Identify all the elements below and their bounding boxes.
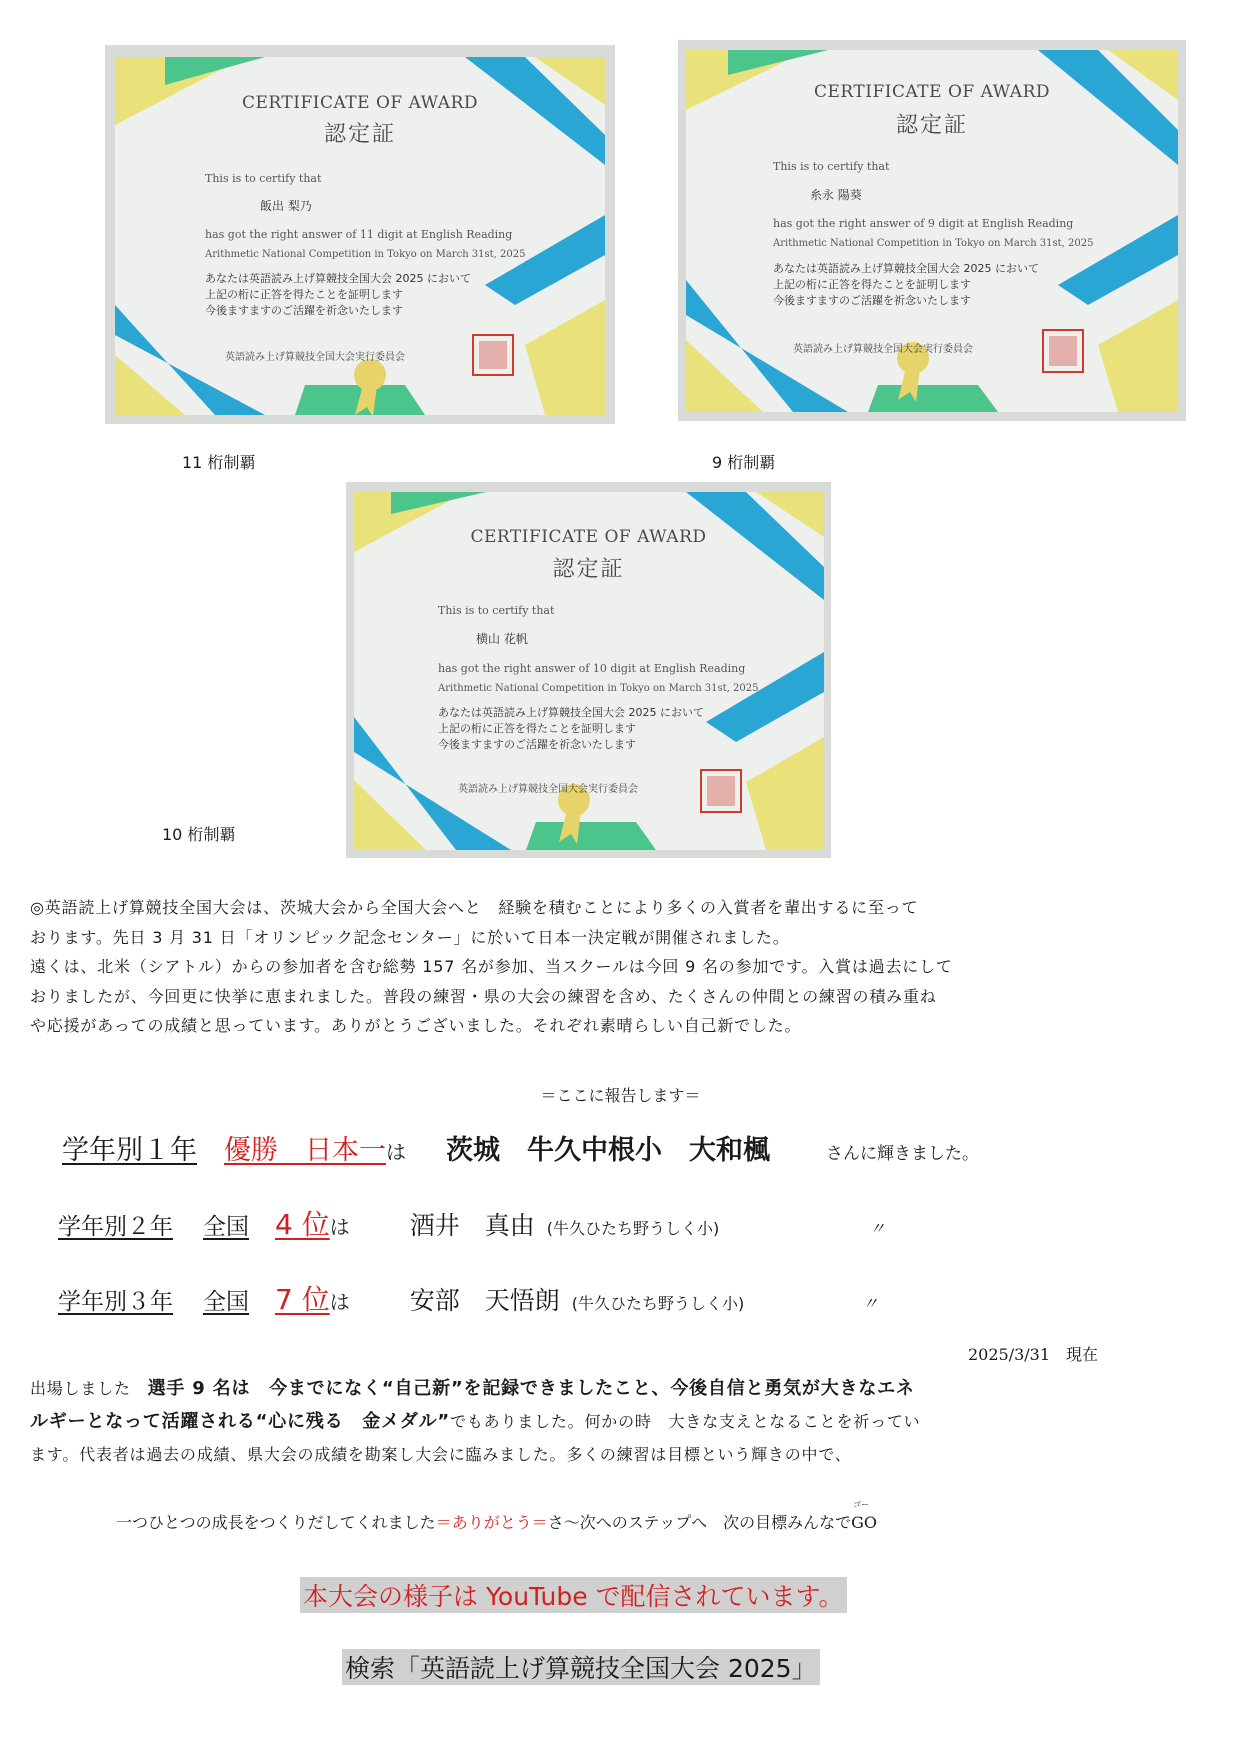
cert-committee: 英語読み上げ算競技全国大会実行委員会 xyxy=(458,784,638,795)
cert-ja-line-2: 上記の桁に正答を得たことを証明します xyxy=(438,722,636,735)
winner-name: 茨城 牛久中根小 大和楓 xyxy=(446,1135,770,1166)
intro-paragraph xyxy=(30,893,1220,1041)
certificate-text-2 xyxy=(678,40,1186,421)
intro-line-2: おります。先日 3 月 31 日「オリンピック記念センター」に於いて日本一決定戦が開催されました。 xyxy=(30,927,790,947)
award-label: 優勝 日本一 xyxy=(224,1135,386,1166)
cert-ja-line-2: 上記の桁に正答を得たことを証明します xyxy=(205,288,403,301)
particle-wa: は xyxy=(386,1140,406,1164)
result-row-grade-1 xyxy=(62,1128,979,1167)
grade-label: 学年別１年 xyxy=(62,1135,197,1166)
zenkoku-label: 全国 xyxy=(203,1214,249,1240)
cert-title-en: CERTIFICATE OF AWARD xyxy=(241,93,479,113)
school-name: (牛久ひたち野うしく小) xyxy=(546,1219,720,1238)
certificate-photo-3 xyxy=(346,482,831,858)
grade-label: 学年別３年 xyxy=(58,1289,173,1315)
cert-title-ja: 認定証 xyxy=(323,122,396,147)
cert-committee: 英語読み上げ算競技全国大会実行委員会 xyxy=(793,344,973,355)
intro-line-3: 遠くは、北米（シアトル）からの参加者を含む総勢 157 名が参加、当スクールは今回 9 名の参加です。入賞は過去にして xyxy=(30,957,953,976)
caption-certificate-3: 10 桁制覇 xyxy=(162,825,236,844)
closing-line-1-bold: 選手 9 名は 今までになく“自己新”を記録できましたこと、今後自信と勇気が大きなエネ xyxy=(147,1378,915,1399)
closing-line-1 xyxy=(30,1372,1220,1405)
cert-line-2: Arithmetic National Competition in Tokyo on March 31st, 2025 xyxy=(205,249,526,260)
go-word xyxy=(851,1500,877,1532)
cert-ja-line-3: 今後ますますのご活躍を祈念いたします xyxy=(773,294,971,307)
rank-label: 7 位 xyxy=(275,1283,330,1316)
cert-title-en: CERTIFICATE OF AWARD xyxy=(470,527,707,547)
thank-you-text: ＝ありがとう＝ xyxy=(435,1513,548,1532)
school-name: (牛久ひたち野うしく小) xyxy=(571,1294,745,1313)
certificate-text-3 xyxy=(346,482,831,858)
grade-label: 学年別２年 xyxy=(58,1214,173,1240)
go-ruby: ゴー xyxy=(853,1500,870,1509)
as-of-date: 2025/3/31 現在 xyxy=(968,1345,1099,1364)
intro-line-4: おりましたが、今回更に快挙に恵まれました。普段の練習・県の大会の練習を含め、たくさんの仲間との練習の積み重ね xyxy=(30,986,937,1006)
cert-ja-line-3: 今後ますますのご活躍を祈念いたします xyxy=(438,738,636,751)
cert-title-ja: 認定証 xyxy=(895,113,968,138)
closing-line-4-start: 一つひとつの成長をつくりだしてくれました xyxy=(116,1513,436,1532)
ditto-mark: 〃 xyxy=(862,1294,879,1313)
cert-ja-line-1: あなたは英語読み上げ算競技全国大会 2025 において xyxy=(205,272,471,285)
cert-ja-line-3: 今後ますますのご活躍を祈念いたします xyxy=(205,304,403,317)
certificate-photo-2 xyxy=(678,40,1186,421)
cert-title-ja: 認定証 xyxy=(552,557,625,582)
closing-line-2-bold: ルギーとなって活躍される“心に残る 金メダル” xyxy=(30,1411,451,1432)
cert-line-2: Arithmetic National Competition in Tokyo on March 31st, 2025 xyxy=(773,238,1094,249)
particle-wa: は xyxy=(329,1290,350,1314)
go-text: GO xyxy=(851,1513,877,1532)
intro-line-5: や応援があっての成績と思っています。ありがとうございました。それぞれ素晴らしい自己新でした。 xyxy=(30,1016,802,1035)
cert-ja-line-2: 上記の桁に正答を得たことを証明します xyxy=(773,278,971,291)
student-name: 安部 天悟朗 xyxy=(409,1286,560,1315)
closing-paragraph xyxy=(30,1372,1220,1471)
zenkoku-label: 全国 xyxy=(203,1289,249,1315)
cert-title-en: CERTIFICATE OF AWARD xyxy=(813,82,1051,102)
cert-line-1: has got the right answer of 11 digit at English Reading xyxy=(205,228,513,241)
search-notice: 検索「英語読上げ算競技全国大会 2025」 xyxy=(342,1649,820,1685)
student-name: 酒井 真由 xyxy=(409,1211,535,1240)
cert-committee: 英語読み上げ算競技全国大会実行委員会 xyxy=(225,352,405,363)
result-row-grade-3 xyxy=(58,1278,878,1318)
cert-recipient-name: 飯出 梨乃 xyxy=(260,199,312,213)
certificate-text-1 xyxy=(105,45,615,424)
closing-line-2 xyxy=(30,1405,1220,1438)
closing-line-1-start: 出場しました xyxy=(30,1379,148,1398)
cert-line-1: has got the right answer of 10 digit at English Reading xyxy=(438,662,746,675)
cert-ja-line-1: あなたは英語読み上げ算競技全国大会 2025 において xyxy=(773,262,1039,275)
cert-certify-line: This is to certify that xyxy=(773,160,890,173)
winner-tail: さんに輝きました。 xyxy=(826,1144,979,1164)
ditto-mark: 〃 xyxy=(869,1219,886,1238)
result-row-grade-2 xyxy=(58,1203,885,1243)
particle-wa: は xyxy=(329,1215,350,1239)
closing-line-3: ます。代表者は過去の成績、県大会の成績を勘案し大会に臨みました。多くの練習は目標という輝きの中で、 xyxy=(30,1445,852,1464)
rank-label: 4 位 xyxy=(275,1208,330,1241)
cert-line-1: has got the right answer of 9 digit at English Reading xyxy=(773,217,1074,230)
report-heading: ＝ここに報告します＝ xyxy=(540,1086,701,1105)
cert-recipient-name: 横山 花帆 xyxy=(476,632,528,646)
cert-certify-line: This is to certify that xyxy=(438,604,555,617)
caption-certificate-1: 11 桁制覇 xyxy=(182,453,256,472)
caption-certificate-2: 9 桁制覇 xyxy=(712,453,776,472)
youtube-notice: 本大会の様子は YouTube で配信されています。 xyxy=(300,1577,847,1613)
closing-line-4 xyxy=(116,1500,877,1533)
certificate-photo-1 xyxy=(105,45,615,424)
cert-ja-line-1: あなたは英語読み上げ算競技全国大会 2025 において xyxy=(438,706,704,719)
closing-line-4-next: さ～次へのステップへ 次の目標みんなで xyxy=(547,1513,852,1532)
intro-line-1: ◎英語読上げ算競技全国大会は、茨城大会から全国大会へと 経験を積むことにより多くの入賞者を輩出するに至って xyxy=(30,898,919,917)
cert-line-2: Arithmetic National Competition in Tokyo on March 31st, 2025 xyxy=(438,683,759,694)
cert-recipient-name: 糸永 陽葵 xyxy=(810,188,862,202)
cert-certify-line: This is to certify that xyxy=(205,172,322,185)
closing-line-2-rest: でもありました。何かの時 大きな支えとなることを祈ってい xyxy=(450,1412,921,1431)
